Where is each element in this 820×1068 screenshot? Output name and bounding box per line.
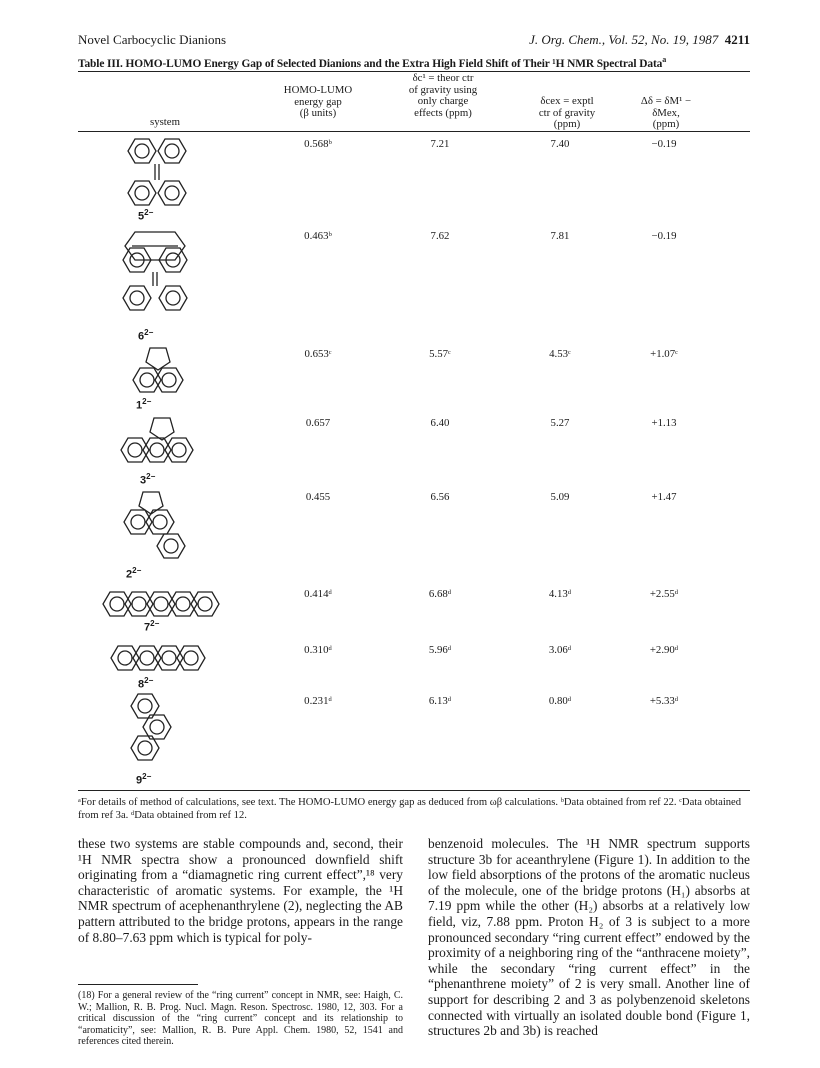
col-header-gap-line1: HOMO-LUMO	[283, 84, 353, 96]
cell-gap: 0.455	[305, 491, 331, 503]
cell-expt: 7.81	[550, 230, 570, 242]
cell-expt: 0.80ᵈ	[548, 695, 572, 707]
label-2	[126, 566, 141, 581]
structure-6	[110, 222, 230, 332]
running-header-journal	[529, 32, 750, 48]
cell-theor: 5.57ᶜ	[429, 348, 451, 360]
cell-theor: 7.21	[430, 138, 450, 150]
table-footnote: ᵃFor details of method of calculations, see text. The HOMO-LUMO energy gap as deduced from ωβ calculations. ᵇData obtained from ref 22. ᶜData obtained from ref 3a. ᵈData obtained from ref 12.	[78, 797, 742, 821]
label-3-number: 3	[140, 474, 147, 487]
cell-gap: 0.310ᵈ	[304, 644, 332, 656]
caption-footnote-mark: a	[662, 55, 667, 64]
cell-gap: 0.568ᵇ	[304, 138, 332, 150]
cell-delta: +2.55ᵈ	[649, 588, 679, 600]
cell-theor: 6.68ᵈ	[428, 588, 452, 600]
cell-gap: 0.231ᵈ	[304, 695, 332, 707]
body-right-column: benzenoid molecules. The ¹H NMR spectrum supports structure 3b for aceanthrylene (Figure 1). In addition to the low field absorptions of the protons of the aromatic nucleus of the molecule, one of the bridge protons (H₁) absorbs at 7.19 ppm while the other (H₂) absorbs at a relatively low field, viz, 7.88 ppm. Proton H₂ of 3 is subject to a more pronounced secondary “ring current effect” endowed by the proximity of a neighboring ring of the “anthracene moiety”, while the secondary “ring current effect” in the “phenanthrene moiety” of 2 is very small. Another line of support for describing 2 and 3 as polybenzenoid skeletons connected with virtually an isolated double bond (Figure 1, structures 2b and 3b) is reached	[428, 836, 750, 1039]
label-1-number: 1	[136, 399, 143, 412]
table-caption-text: Table III. HOMO-LUMO Energy Gap of Selected Dianions and the Extra High Field Shift of Their ¹H NMR Spectral Data	[78, 57, 663, 70]
body-left-column: these two systems are stable compounds and, second, their ¹H NMR spectra show a pronounced downfield shift originating from a “diamagnetic ring current effect”,¹⁸ very characteristic of aromatic systems. For example, the ¹H NMR spectrum of acephenanthrylene (2), neglecting the AB pattern attributed to the bridge protons, appears in the range of 8.80–7.63 ppm which is typical for poly-	[78, 836, 403, 945]
col-header-theor	[388, 73, 498, 119]
col-header-gap-line2: energy gap	[294, 95, 342, 108]
structure-9	[120, 688, 210, 778]
cell-delta: +2.90ᵈ	[649, 644, 679, 656]
cell-expt: 4.53ᶜ	[549, 348, 571, 360]
cell-gap: 0.653ᶜ	[304, 348, 332, 360]
label-5	[138, 208, 153, 223]
structure-8	[108, 638, 208, 678]
col-header-theor-line1: δc¹ = theor ctr	[412, 72, 474, 84]
cell-delta: +1.07ᶜ	[650, 348, 678, 360]
col-header-delta-line1: Δδ = δM¹ −	[640, 95, 692, 107]
structure-7	[100, 584, 230, 624]
cell-theor: 7.62	[430, 230, 450, 242]
cell-gap: 0.414ᵈ	[304, 588, 332, 600]
footnote-rule	[78, 984, 198, 985]
cell-expt: 5.09	[550, 491, 570, 503]
journal-citation: J. Org. Chem., Vol. 52, No. 19, 1987	[529, 32, 719, 47]
table-bottom-rule	[78, 790, 750, 791]
label-8-number: 8	[138, 678, 145, 691]
cell-delta: +1.13	[651, 417, 677, 429]
label-7-charge: 2−	[150, 619, 160, 628]
col-header-theor-line4: effects (ppm)	[414, 106, 472, 119]
label-2-number: 2	[126, 568, 133, 581]
cell-theor: 6.40	[430, 417, 450, 429]
col-header-gap	[268, 85, 368, 120]
cell-delta: +5.33ᵈ	[649, 695, 679, 707]
cell-expt: 7.40	[550, 138, 570, 150]
page-number: 4211	[724, 32, 750, 47]
col-header-expt-line2: ctr of gravity	[538, 106, 596, 119]
structure-1	[120, 340, 210, 410]
col-header-theor-line2: of gravity using	[408, 83, 478, 96]
cell-expt: 5.27	[550, 417, 570, 429]
label-5-charge: 2−	[144, 208, 154, 217]
cell-theor: 6.56	[430, 491, 450, 503]
col-header-delta-line3: (ppm)	[652, 118, 680, 130]
cell-delta: −0.19	[651, 138, 677, 150]
structure-5	[115, 128, 235, 218]
col-header-expt	[512, 96, 622, 131]
cell-theor: 6.13ᵈ	[428, 695, 452, 707]
table-caption	[78, 55, 750, 70]
label-6-number: 6	[138, 330, 145, 343]
reference-18: (18) For a general review of the “ring current” concept in NMR, see: Haigh, C. W.; Mallion, R. B. Prog. Nucl. Magn. Reson. Spectrosc. 1980, 12, 303. For a critical discussion of the “ring current” concept and its relationship to “aromaticity”, see: Mallion, R. B. Pure Appl. Chem. 1980, 52, 1541 and references cited therein.	[78, 990, 403, 1047]
col-header-expt-line3: (ppm)	[553, 118, 581, 130]
col-header-system: system	[150, 116, 180, 128]
cell-delta: +1.47	[651, 491, 677, 503]
running-header-title: Novel Carbocyclic Dianions	[78, 32, 227, 47]
label-7-number: 7	[144, 621, 151, 634]
label-1-charge: 2−	[142, 397, 152, 406]
col-header-gap-line3: (β units)	[299, 107, 337, 119]
cell-gap: 0.657	[305, 417, 331, 429]
cell-expt: 4.13ᵈ	[548, 588, 572, 600]
label-2-charge: 2−	[132, 566, 142, 575]
col-header-theor-line3: only charge	[417, 95, 469, 107]
cell-gap: 0.463ᵇ	[304, 230, 332, 242]
structure-2	[115, 484, 215, 574]
label-3-charge: 2−	[146, 472, 156, 481]
label-7	[144, 619, 159, 634]
cell-expt: 3.06ᵈ	[548, 644, 572, 656]
structure-3	[112, 410, 222, 480]
label-9-number: 9	[136, 774, 143, 787]
label-9-charge: 2−	[142, 772, 152, 781]
label-9	[136, 772, 151, 787]
label-6-charge: 2−	[144, 328, 154, 337]
col-header-delta	[616, 96, 716, 131]
label-5-number: 5	[138, 210, 145, 223]
cell-delta: −0.19	[651, 230, 677, 242]
label-8-charge: 2−	[144, 676, 154, 685]
col-header-expt-line1: δcex = exptl	[540, 95, 594, 107]
cell-theor: 5.96ᵈ	[428, 644, 452, 656]
col-header-delta-line2: δMex,	[652, 106, 680, 119]
